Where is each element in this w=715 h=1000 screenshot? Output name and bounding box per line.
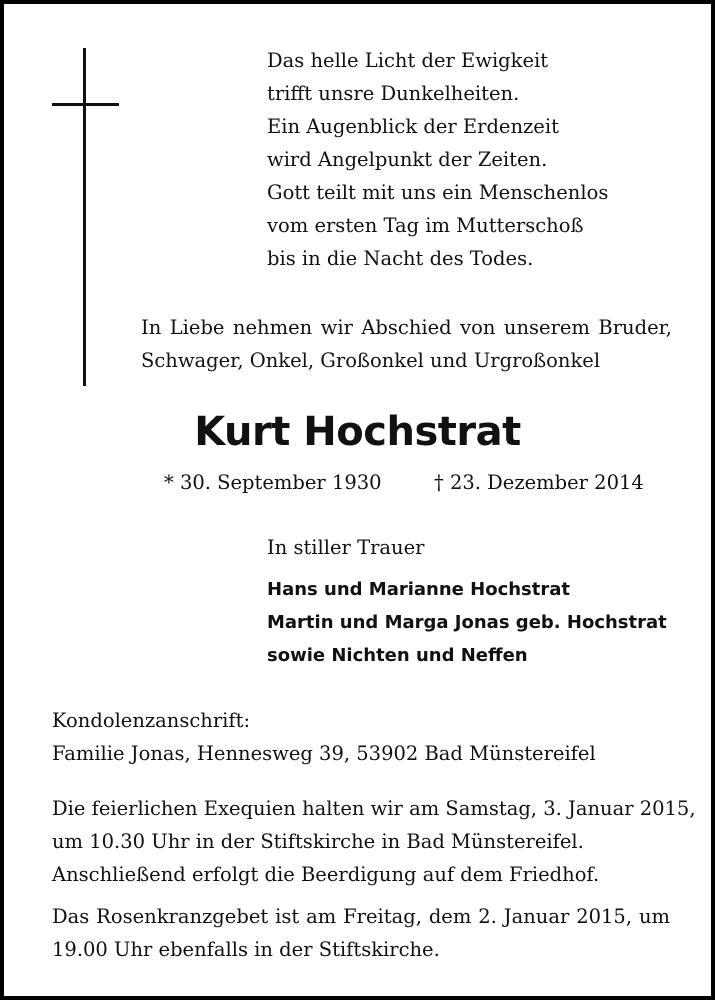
poem (267, 44, 687, 275)
funeral-service-info (52, 792, 696, 891)
poem-line: vom ersten Tag im Mutterschoß (267, 214, 584, 237)
rosary-line: Das Rosenkranzgebet ist am Freitag, dem 2. Januar 2015, um (52, 905, 670, 928)
poem-line: Ein Augenblick der Erdenzeit (267, 115, 559, 138)
birth-date: * 30. September 1930 (164, 471, 382, 494)
condolence-address-line: Familie Jonas, Hennesweg 39, 53902 Bad Münstereifel (52, 742, 596, 765)
cross-icon-crossbar (52, 103, 119, 106)
poem-line: Das helle Licht der Ewigkeit (267, 49, 549, 72)
intro-line: Schwager, Onkel, Großonkel und Urgroßonkel (141, 349, 601, 372)
mourner: sowie Nichten und Neffen (267, 645, 528, 666)
service-line: Anschließend erfolgt die Beerdigung auf dem Friedhof. (52, 863, 600, 886)
service-line: um 10.30 Uhr in der Stiftskirche in Bad Münstereifel. (52, 830, 584, 853)
poem-line: wird Angelpunkt der Zeiten. (267, 148, 548, 171)
mourner: Hans und Marianne Hochstrat (267, 579, 571, 600)
death-date: † 23. Dezember 2014 (434, 471, 644, 494)
intro-line: In Liebe nehmen wir Abschied von unserem Bruder, (141, 316, 672, 339)
poem-line: Gott teilt mit uns ein Menschenlos (267, 181, 609, 204)
mourning-label: In stiller Trauer (267, 536, 425, 559)
poem-line: trifft unsre Dunkelheiten. (267, 82, 520, 105)
service-line: Die feierlichen Exequien halten wir am Samstag, 3. Januar 2015, (52, 797, 696, 820)
deceased-name: Kurt Hochstrat (194, 409, 521, 455)
condolence-label: Kondolenzanschrift: (52, 709, 251, 732)
poem-line: bis in die Nacht des Todes. (267, 247, 534, 270)
cross-icon (83, 48, 86, 386)
mourner: Martin und Marga Jonas geb. Hochstrat (267, 612, 667, 633)
rosary-line: 19.00 Uhr ebenfalls in der Stiftskirche. (52, 938, 440, 961)
farewell-intro (141, 311, 672, 377)
mourners-list (267, 573, 667, 672)
condolence-address (52, 704, 596, 770)
rosary-info (52, 900, 670, 966)
